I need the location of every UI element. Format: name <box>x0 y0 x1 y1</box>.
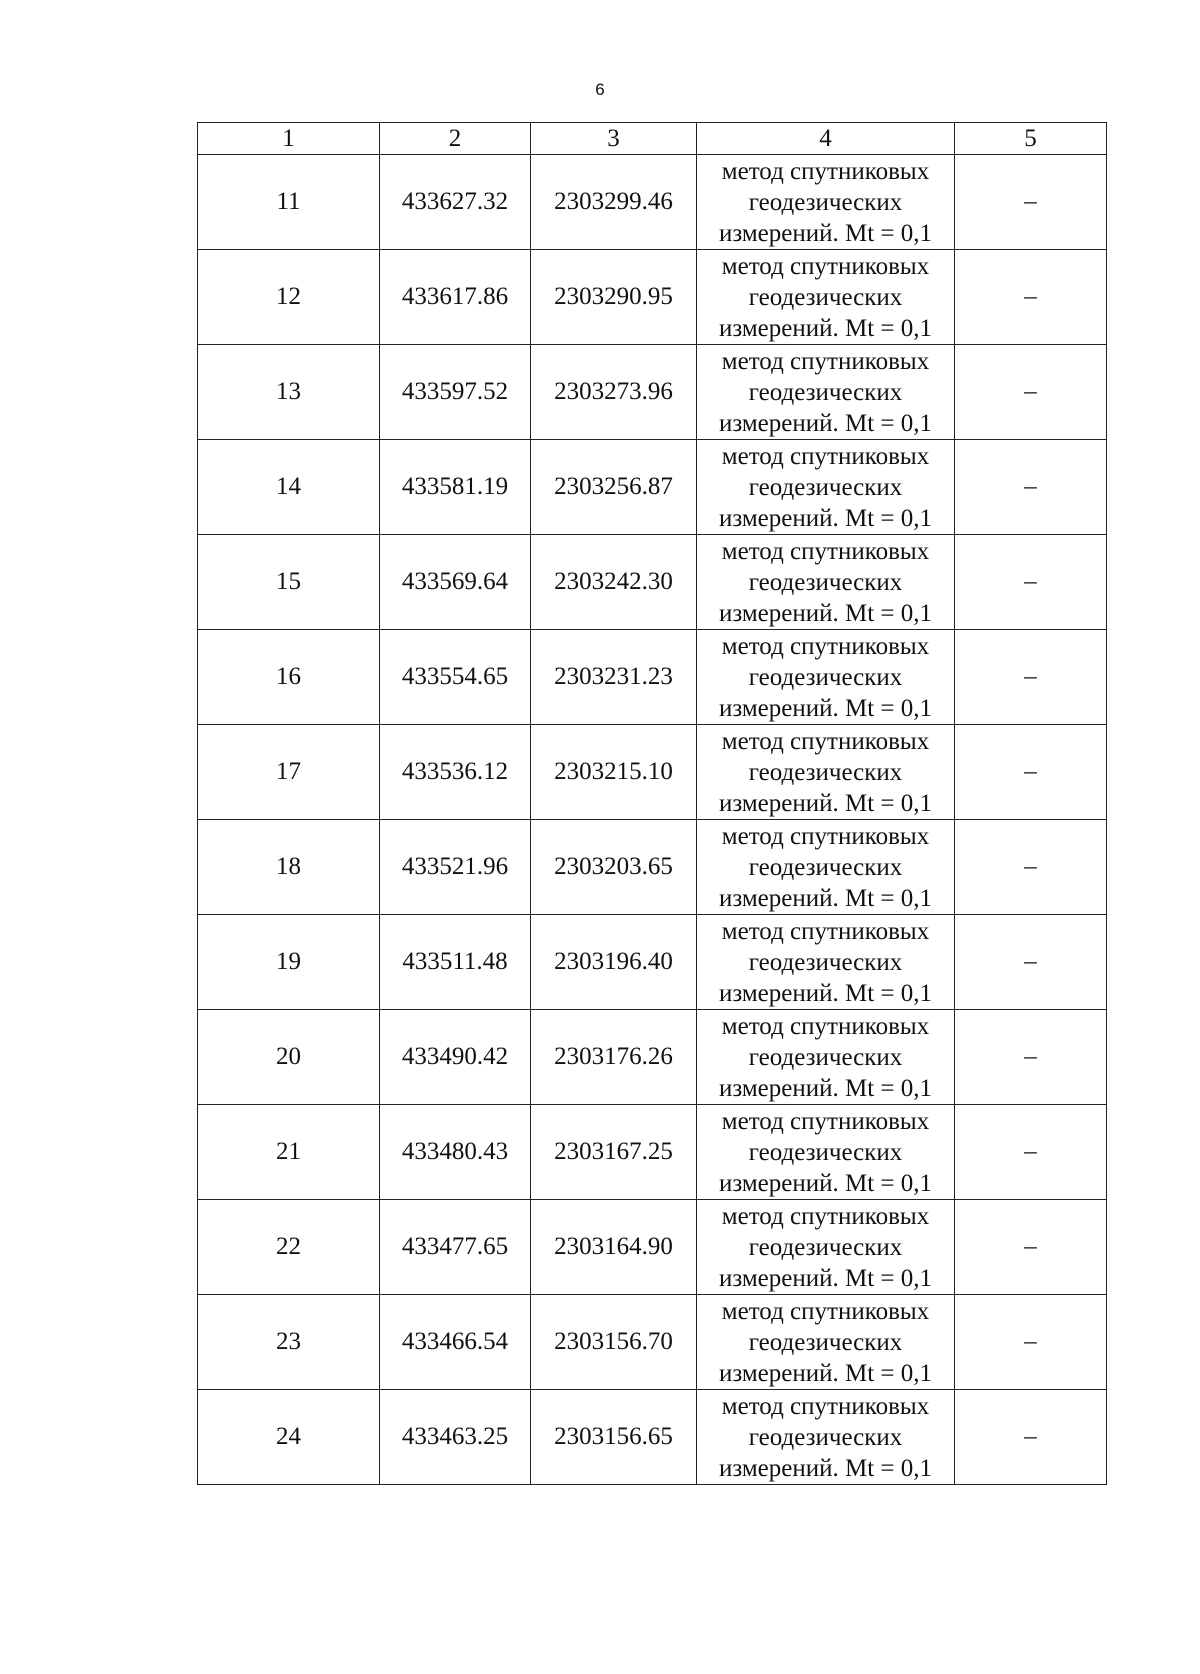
method-cell: метод спутниковых геодезических измерений. Mt = 0,1 <box>697 630 955 725</box>
coordinate-y-cell: 2303299.46 <box>531 155 697 250</box>
coordinate-x-cell: 433597.52 <box>380 345 531 440</box>
method-cell: метод спутниковых геодезических измерений. Mt = 0,1 <box>697 155 955 250</box>
note-cell: – <box>955 1200 1107 1295</box>
point-number-cell: 22 <box>198 1200 380 1295</box>
coordinate-y-cell: 2303156.65 <box>531 1390 697 1485</box>
table-row <box>198 1010 1107 1105</box>
coordinate-y-cell: 2303290.95 <box>531 250 697 345</box>
coordinate-x-cell: 433569.64 <box>380 535 531 630</box>
coordinate-x-cell: 433490.42 <box>380 1010 531 1105</box>
method-cell: метод спутниковых геодезических измерений. Mt = 0,1 <box>697 725 955 820</box>
coordinate-x-cell: 433554.65 <box>380 630 531 725</box>
column-header-3: 3 <box>531 123 697 155</box>
note-cell: – <box>955 820 1107 915</box>
coordinate-y-cell: 2303256.87 <box>531 440 697 535</box>
note-cell: – <box>955 630 1107 725</box>
table-row <box>198 345 1107 440</box>
note-cell: – <box>955 1105 1107 1200</box>
table-row <box>198 155 1107 250</box>
note-cell: – <box>955 1295 1107 1390</box>
table-body <box>198 155 1107 1485</box>
method-cell: метод спутниковых геодезических измерений. Mt = 0,1 <box>697 535 955 630</box>
table-row <box>198 630 1107 725</box>
point-number-cell: 20 <box>198 1010 380 1105</box>
method-cell: метод спутниковых геодезических измерений. Mt = 0,1 <box>697 820 955 915</box>
method-cell: метод спутниковых геодезических измерений. Mt = 0,1 <box>697 440 955 535</box>
method-cell: метод спутниковых геодезических измерений. Mt = 0,1 <box>697 1390 955 1485</box>
table-row <box>198 250 1107 345</box>
coordinate-x-cell: 433536.12 <box>380 725 531 820</box>
method-cell: метод спутниковых геодезических измерений. Mt = 0,1 <box>697 1295 955 1390</box>
note-cell: – <box>955 440 1107 535</box>
method-cell: метод спутниковых геодезических измерений. Mt = 0,1 <box>697 1105 955 1200</box>
table-row <box>198 1105 1107 1200</box>
coordinate-x-cell: 433463.25 <box>380 1390 531 1485</box>
method-cell: метод спутниковых геодезических измерений. Mt = 0,1 <box>697 1010 955 1105</box>
column-header-2: 2 <box>380 123 531 155</box>
coordinate-y-cell: 2303242.30 <box>531 535 697 630</box>
coordinate-x-cell: 433627.32 <box>380 155 531 250</box>
method-cell: метод спутниковых геодезических измерений. Mt = 0,1 <box>697 1200 955 1295</box>
note-cell: – <box>955 345 1107 440</box>
point-number-cell: 23 <box>198 1295 380 1390</box>
coordinate-y-cell: 2303164.90 <box>531 1200 697 1295</box>
coordinate-y-cell: 2303176.26 <box>531 1010 697 1105</box>
coordinate-y-cell: 2303215.10 <box>531 725 697 820</box>
column-header-4: 4 <box>697 123 955 155</box>
column-header-5: 5 <box>955 123 1107 155</box>
note-cell: – <box>955 250 1107 345</box>
table-row <box>198 535 1107 630</box>
point-number-cell: 21 <box>198 1105 380 1200</box>
note-cell: – <box>955 1010 1107 1105</box>
note-cell: – <box>955 155 1107 250</box>
point-number-cell: 15 <box>198 535 380 630</box>
point-number-cell: 24 <box>198 1390 380 1485</box>
point-number-cell: 14 <box>198 440 380 535</box>
coordinate-y-cell: 2303203.65 <box>531 820 697 915</box>
column-header-1: 1 <box>198 123 380 155</box>
coordinate-y-cell: 2303167.25 <box>531 1105 697 1200</box>
method-cell: метод спутниковых геодезических измерений. Mt = 0,1 <box>697 345 955 440</box>
note-cell: – <box>955 725 1107 820</box>
table-header-row <box>198 123 1107 155</box>
method-cell: метод спутниковых геодезических измерений. Mt = 0,1 <box>697 250 955 345</box>
coordinate-x-cell: 433480.43 <box>380 1105 531 1200</box>
table-row <box>198 440 1107 535</box>
note-cell: – <box>955 1390 1107 1485</box>
table-row <box>198 820 1107 915</box>
coordinate-y-cell: 2303196.40 <box>531 915 697 1010</box>
point-number-cell: 11 <box>198 155 380 250</box>
point-number-cell: 18 <box>198 820 380 915</box>
coordinate-x-cell: 433511.48 <box>380 915 531 1010</box>
point-number-cell: 16 <box>198 630 380 725</box>
coordinate-x-cell: 433477.65 <box>380 1200 531 1295</box>
point-number-cell: 13 <box>198 345 380 440</box>
note-cell: – <box>955 915 1107 1010</box>
point-number-cell: 12 <box>198 250 380 345</box>
coordinate-x-cell: 433581.19 <box>380 440 531 535</box>
coordinate-x-cell: 433521.96 <box>380 820 531 915</box>
note-cell: – <box>955 535 1107 630</box>
coordinate-x-cell: 433617.86 <box>380 250 531 345</box>
method-cell: метод спутниковых геодезических измерений. Mt = 0,1 <box>697 915 955 1010</box>
coordinate-y-cell: 2303273.96 <box>531 345 697 440</box>
point-number-cell: 19 <box>198 915 380 1010</box>
table-row <box>198 1200 1107 1295</box>
table-row <box>198 1390 1107 1485</box>
table-row <box>198 725 1107 820</box>
coordinates-table <box>197 122 1107 1485</box>
coordinate-y-cell: 2303156.70 <box>531 1295 697 1390</box>
table-row <box>198 915 1107 1010</box>
table-row <box>198 1295 1107 1390</box>
coordinate-y-cell: 2303231.23 <box>531 630 697 725</box>
page-number: 6 <box>595 80 605 99</box>
coordinate-x-cell: 433466.54 <box>380 1295 531 1390</box>
point-number-cell: 17 <box>198 725 380 820</box>
